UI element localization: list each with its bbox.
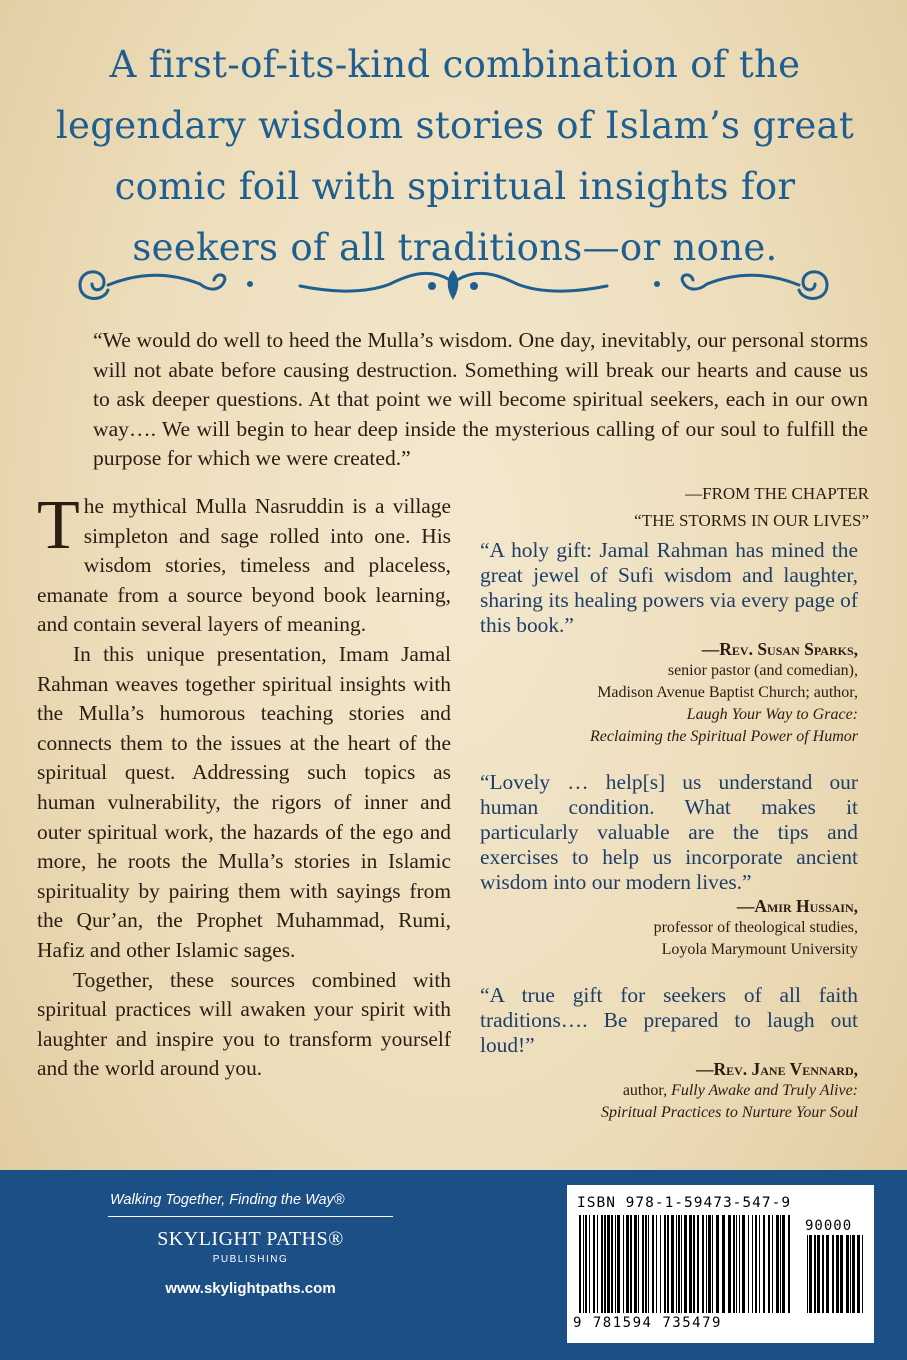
endorsements	[480, 538, 858, 1146]
description-paragraph-1	[37, 487, 451, 640]
headline: A first-of-its-kind combination of the legendary wisdom stories of Islam’s great comic foil with spiritual insights for seekers of all traditions—or none.	[55, 43, 855, 269]
publisher-logo: SKYLIGHT PATHS®	[157, 1228, 344, 1250]
drop-cap: T	[37, 487, 80, 564]
addon-barcode-bars-icon	[807, 1235, 865, 1313]
price-code: 90000	[805, 1218, 853, 1234]
description-paragraph-2: In this unique presentation, Imam Jamal Rahman weaves together spiritual insights with the Mulla’s humorous teaching stories and connects them to the issues at the heart of the spiritual quest. Addressing such topics as human vulnerability, the rigors of inner and outer spiritual work, the hazards of the ego and more, he roots the Mulla’s stories in Islamic spirituality by pairing them with sayings from the Qur’an, the Prophet Muhammad, Rumi, Hafiz and other Islamic sages.	[37, 641, 451, 962]
flourish-ornament-icon	[60, 262, 847, 308]
endorsement-book-title: Laugh Your Way to Grace:	[686, 706, 858, 723]
endorsement-affiliation: author, Fully Awake and Truly Alive:	[622, 1082, 858, 1099]
endorsement	[480, 770, 858, 961]
endorsement-name: —Rev. Jane Vennard,	[695, 1059, 858, 1079]
description-paragraph-1-text: he mythical Mulla Nasruddin is a village simpleton and sage rolled into one. His wisdom stories, timeless and placeless, emanate from a source beyond book learning, and contain several layers of meaning.	[37, 494, 451, 637]
book-description	[37, 487, 451, 1084]
description-paragraph-3: Together, these sources combined with spiritual practices will awaken your spirit with laughter and inspire you to transform yourself and the world around you.	[37, 967, 451, 1081]
isbn-barcode	[567, 1185, 874, 1343]
publisher-website: www.skylightpaths.com	[165, 1280, 336, 1297]
chapter-quote: “We would do well to heed the Mulla’s wisdom. One day, inevitably, our personal storms will not abate before causing destruction. Something will break our hearts and cause us to ask deeper questions. At that point we will become spiritual seekers, each in our own way…. We will begin to hear deep inside the mysterious calling of our soul to fulfill the purpose for which we were created.”	[93, 328, 868, 471]
barcode-digits: 9 781594 735479	[573, 1315, 722, 1331]
endorsement-quote: “A true gift for seekers of all faith traditions…. Be prepared to laugh out loud!”	[480, 983, 858, 1057]
endorsement-quote: “A holy gift: Jamal Rahman has mined the great jewel of Sufi wisdom and laughter, sharing its healing powers via every page of this book.”	[480, 538, 858, 637]
isbn-number: ISBN 978-1-59473-547-9	[577, 1195, 792, 1211]
attribution-line-1: —FROM THE CHAPTER	[685, 484, 869, 503]
endorsement	[480, 983, 858, 1124]
attribution-line-2: “THE STORMS IN OUR LIVES”	[634, 511, 869, 530]
divider	[108, 1216, 393, 1217]
endorsement-affiliation: Loyola Marymount University	[661, 941, 858, 958]
endorsement-name: —Amir Hussain,	[736, 896, 858, 916]
endorsement-book-subtitle: Reclaiming the Spiritual Power of Humor	[590, 728, 858, 745]
endorsement-name: —Rev. Susan Sparks,	[701, 639, 858, 659]
endorsement-affiliation: professor of theological studies,	[653, 919, 858, 936]
barcode-bars-icon	[579, 1215, 794, 1313]
endorsement-affiliation: Madison Avenue Baptist Church; author,	[597, 684, 858, 701]
endorsement-quote: “Lovely … help[s] us understand our human condition. What makes it particularly valuable are the tips and exercises to help us incorporate ancient wisdom into our modern lives.”	[480, 770, 858, 894]
publisher-logo-sub: PUBLISHING	[212, 1254, 289, 1265]
endorsement-affiliation: senior pastor (and comedian),	[667, 662, 858, 679]
endorsement-book-subtitle: Spiritual Practices to Nurture Your Soul	[600, 1104, 858, 1121]
publisher-tagline: Walking Together, Finding the Way®	[110, 1192, 345, 1208]
endorsement	[480, 538, 858, 748]
